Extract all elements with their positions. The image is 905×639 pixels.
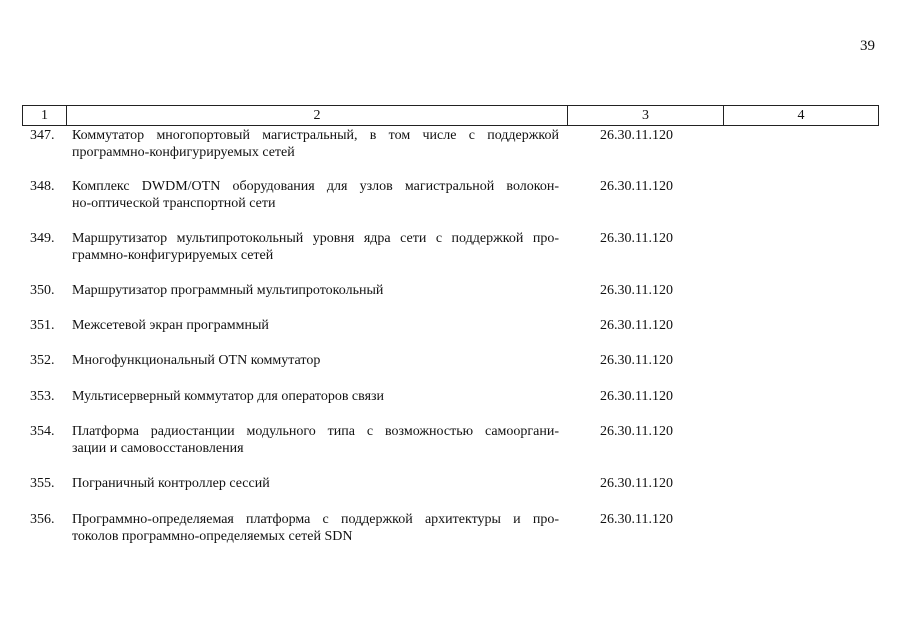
row-code: 26.30.11.120	[600, 318, 673, 333]
row-name	[72, 127, 559, 161]
row-name	[72, 352, 559, 369]
row-name	[72, 230, 559, 264]
row-name-line: Маршрутизатор мультипротокольный уровня ядра сети с поддержкой про-	[72, 231, 559, 246]
row-name-line: программно-конфигурируемых сетей	[72, 145, 295, 160]
row-name-line: токолов программно-определяемых сетей SDN	[72, 529, 353, 544]
row-name-line: но-оптической транспортной сети	[72, 196, 276, 211]
row-number: 350.	[30, 283, 55, 298]
row-number: 353.	[30, 389, 55, 404]
row-name	[72, 282, 559, 299]
row-code: 26.30.11.120	[600, 128, 673, 143]
header-col-3: 3	[568, 106, 724, 126]
row-name-line: Межсетевой экран программный	[72, 318, 269, 333]
row-name-line: Пограничный контроллер сессий	[72, 476, 270, 491]
row-code: 26.30.11.120	[600, 389, 673, 404]
row-name	[72, 317, 559, 334]
row-code: 26.30.11.120	[600, 231, 673, 246]
row-name-line: Коммутатор многопортовый магистральный, в том числе с поддержкой	[72, 128, 559, 143]
row-name	[72, 423, 559, 457]
header-col-1: 1	[23, 106, 67, 126]
row-name-line: зации и самовосстановления	[72, 441, 244, 456]
row-name-line: Мультисерверный коммутатор для операторов связи	[72, 389, 385, 404]
row-code: 26.30.11.120	[600, 424, 673, 439]
row-number: 347.	[30, 128, 55, 143]
row-name	[72, 388, 559, 405]
header-col-2: 2	[67, 106, 568, 126]
row-code: 26.30.11.120	[600, 283, 673, 298]
row-name-line: Платформа радиостанции модульного типа с возможностью самооргани-	[72, 424, 559, 439]
row-code: 26.30.11.120	[600, 353, 673, 368]
row-name-line: Маршрутизатор программный мультипротокольный	[72, 283, 384, 298]
header-col-4: 4	[724, 106, 879, 126]
row-code: 26.30.11.120	[600, 179, 673, 194]
row-name-line: граммно-конфигурируемых сетей	[72, 248, 274, 263]
row-code: 26.30.11.120	[600, 512, 673, 527]
row-number: 348.	[30, 179, 55, 194]
row-number: 356.	[30, 512, 55, 527]
page-number: 39	[860, 38, 875, 54]
row-number: 352.	[30, 353, 55, 368]
row-name-line: Комплекс DWDM/OTN оборудования для узлов магистральной волокон-	[72, 179, 559, 194]
row-code: 26.30.11.120	[600, 476, 673, 491]
row-name	[72, 178, 559, 212]
row-number: 349.	[30, 231, 55, 246]
row-name	[72, 511, 559, 545]
row-number: 351.	[30, 318, 55, 333]
table-header	[22, 105, 879, 126]
row-name-line: Программно-определяемая платформа с поддержкой архитектуры и про-	[72, 512, 559, 527]
row-name-line: Многофункциональный OTN коммутатор	[72, 353, 321, 368]
row-name	[72, 475, 559, 492]
row-number: 354.	[30, 424, 55, 439]
row-number: 355.	[30, 476, 55, 491]
